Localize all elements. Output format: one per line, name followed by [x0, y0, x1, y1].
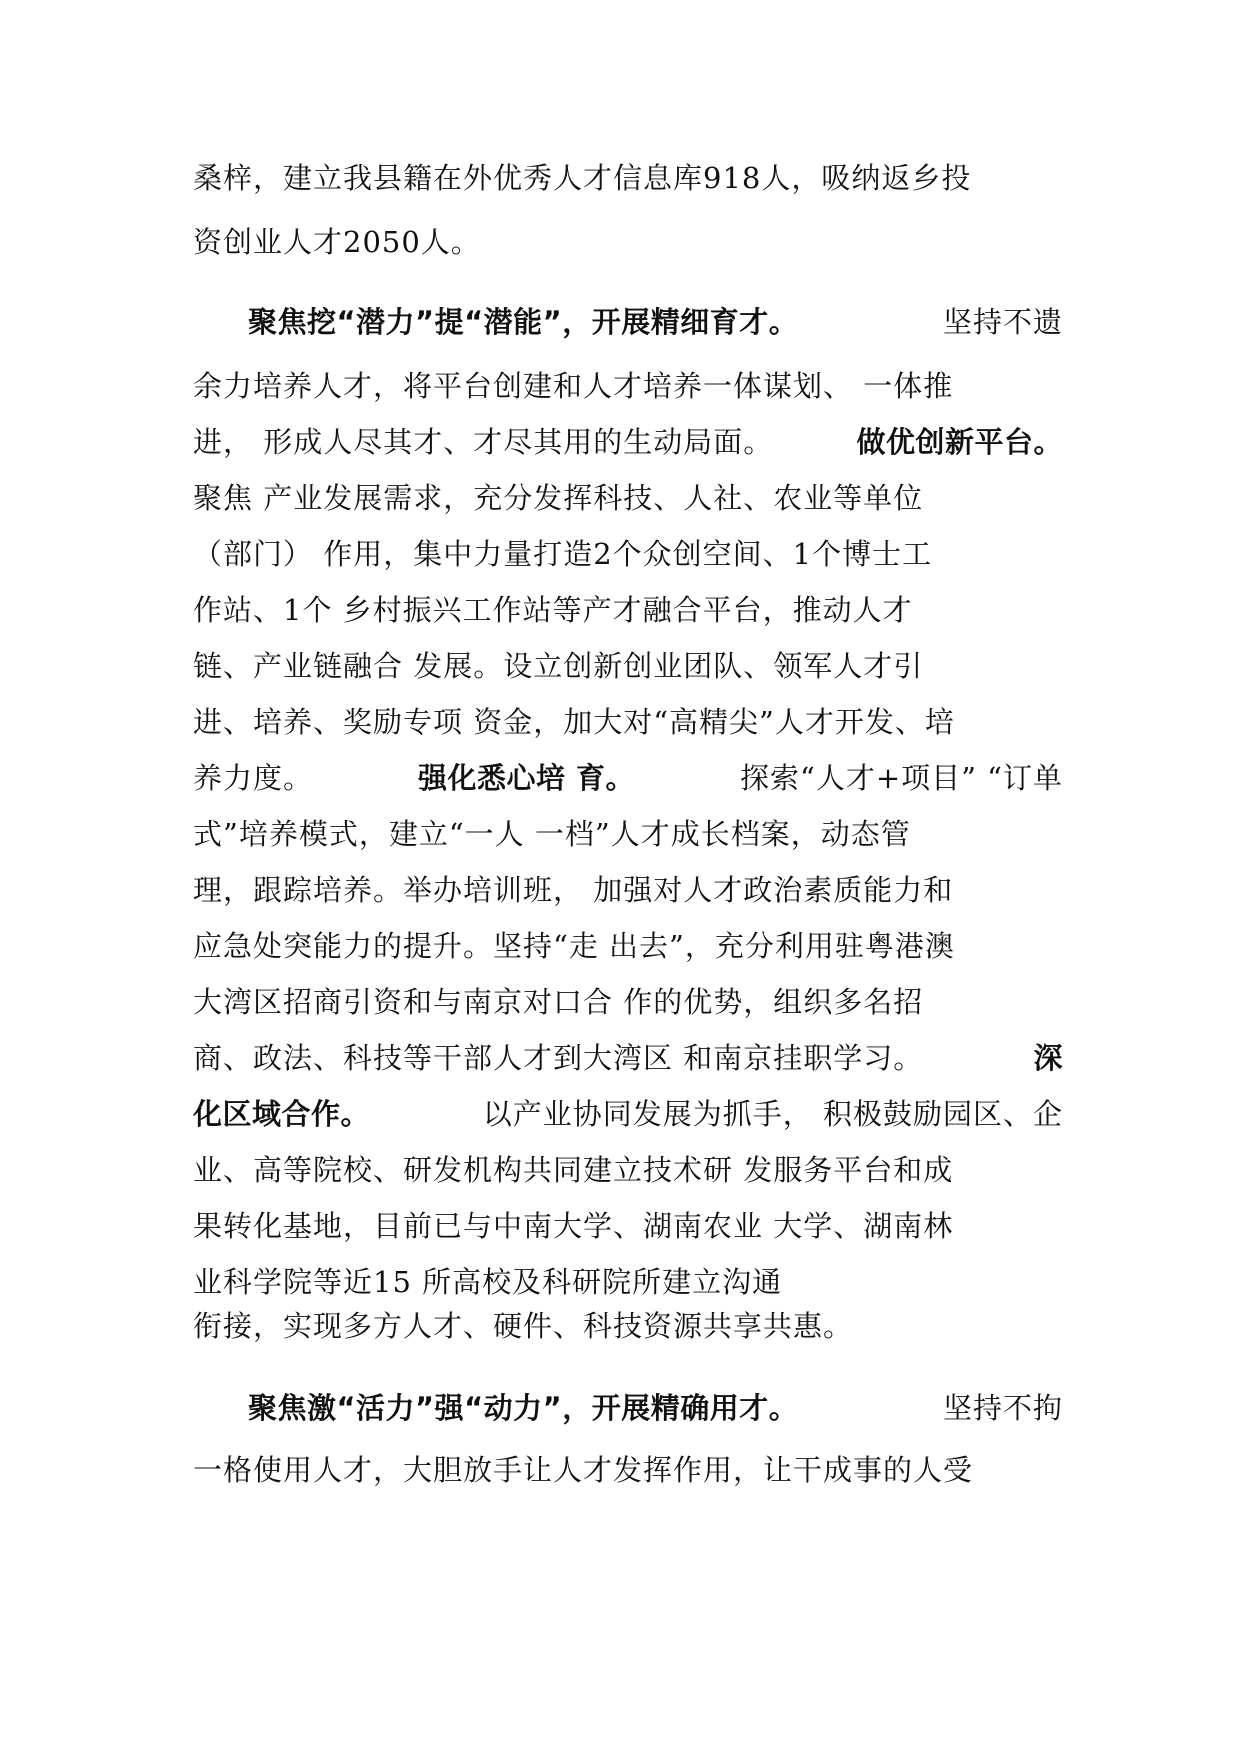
text: 探索“人才+项目” “订单 — [740, 761, 1063, 795]
text: 理，跟踪培养。举办培训班， 加强对人才政治素质能力和 — [193, 873, 954, 907]
text-line-5 — [193, 422, 1063, 462]
section-heading: 聚焦激“活力”强“动力”，开展精确用才。 — [248, 1391, 799, 1425]
text: （部门） 作用，集中力量打造2个众创空间、1个博士工 — [193, 537, 933, 571]
subheading-innovation-platform: 做优创新平台。 — [856, 425, 1063, 459]
text: 链、产业链融合 发展。设立创新创业团队、领军人才引 — [193, 649, 924, 683]
text: 一格使用人才，大胆放手让人才发挥作用，让干成事的人受 — [193, 1453, 974, 1487]
text-line-21 — [193, 1306, 1063, 1346]
text: 果转化基地，目前已与中南大学、湖南农业 大学、湖南林 — [193, 1209, 954, 1243]
text-line-1 — [193, 158, 1063, 198]
subheading-regional-start: 深 — [1033, 1041, 1063, 1075]
text: 衔接，实现多方人才、硬件、科技资源共享共惠。 — [193, 1309, 854, 1343]
text: 作站、1个 乡村振兴工作站等产才融合平台，推动人才 — [193, 593, 913, 627]
paragraph-heading-3 — [248, 1388, 1063, 1428]
text: 聚焦 产业发展需求，充分发挥科技、人社、农业等单位 — [193, 481, 924, 515]
text-line-20 — [193, 1262, 1063, 1302]
text-line-11 — [193, 758, 1063, 798]
text-line-16 — [193, 1038, 1063, 1078]
text-line-8 — [193, 590, 1063, 630]
text-line-15 — [193, 982, 1063, 1022]
text: 业、高等院校、研发机构共同建立技术研 发服务平台和成 — [193, 1153, 954, 1187]
text: 式”培养模式，建立“一人 一档”人才成长档案，动态管 — [193, 817, 911, 851]
paragraph-heading-2 — [248, 302, 1063, 342]
section-heading: 聚焦挖“潜力”提“潜能”，开展精细育才。 — [248, 305, 799, 339]
text-line-12 — [193, 814, 1063, 854]
subheading-regional-cooperation: 化区域合作。 — [193, 1097, 371, 1131]
text-line-23 — [193, 1450, 1063, 1490]
text-line-18 — [193, 1150, 1063, 1190]
text: 应急处突能力的提升。坚持“走 出去”，充分利用驻粤港澳 — [193, 929, 955, 963]
text-line-17 — [193, 1094, 1063, 1134]
text: 桑梓，建立我县籍在外优秀人才信息库918人，吸纳返乡投 — [193, 161, 972, 195]
text: 坚持不拘 — [942, 1391, 1063, 1425]
text-line-4 — [193, 366, 1063, 406]
text: 进， 形成人尽其才、才尽其用的生动局面。 — [193, 425, 774, 459]
text: 进、培养、奖励专项 资金，加大对“高精尖”人才开发、培 — [193, 705, 955, 739]
text: 业科学院等近15 所高校及科研院所建立沟通 — [193, 1265, 783, 1299]
text-line-13 — [193, 870, 1063, 910]
text: 资创业人才2050人。 — [193, 225, 481, 259]
text-line-6 — [193, 478, 1063, 518]
text: 养力度。 — [193, 761, 314, 795]
text-line-10 — [193, 702, 1063, 742]
text: 余力培养人才，将平台创建和人才培养一体谋划、 一体推 — [193, 369, 954, 403]
text: 大湾区招商引资和与南京对口合 作的优势，组织多名招 — [193, 985, 924, 1019]
text-line-9 — [193, 646, 1063, 686]
text-line-2 — [193, 222, 1063, 262]
text-line-19 — [193, 1206, 1063, 1246]
text: 坚持不遗 — [942, 305, 1063, 339]
text-line-7 — [193, 534, 1063, 574]
text: 商、政法、科技等干部人才到大湾区 和南京挂职学习。 — [193, 1041, 924, 1075]
subheading-cultivation: 强化悉心培 育。 — [417, 761, 636, 795]
text: 以产业协同发展为抓手， 积极鼓励园区、企 — [482, 1097, 1063, 1131]
text-line-14 — [193, 926, 1063, 966]
